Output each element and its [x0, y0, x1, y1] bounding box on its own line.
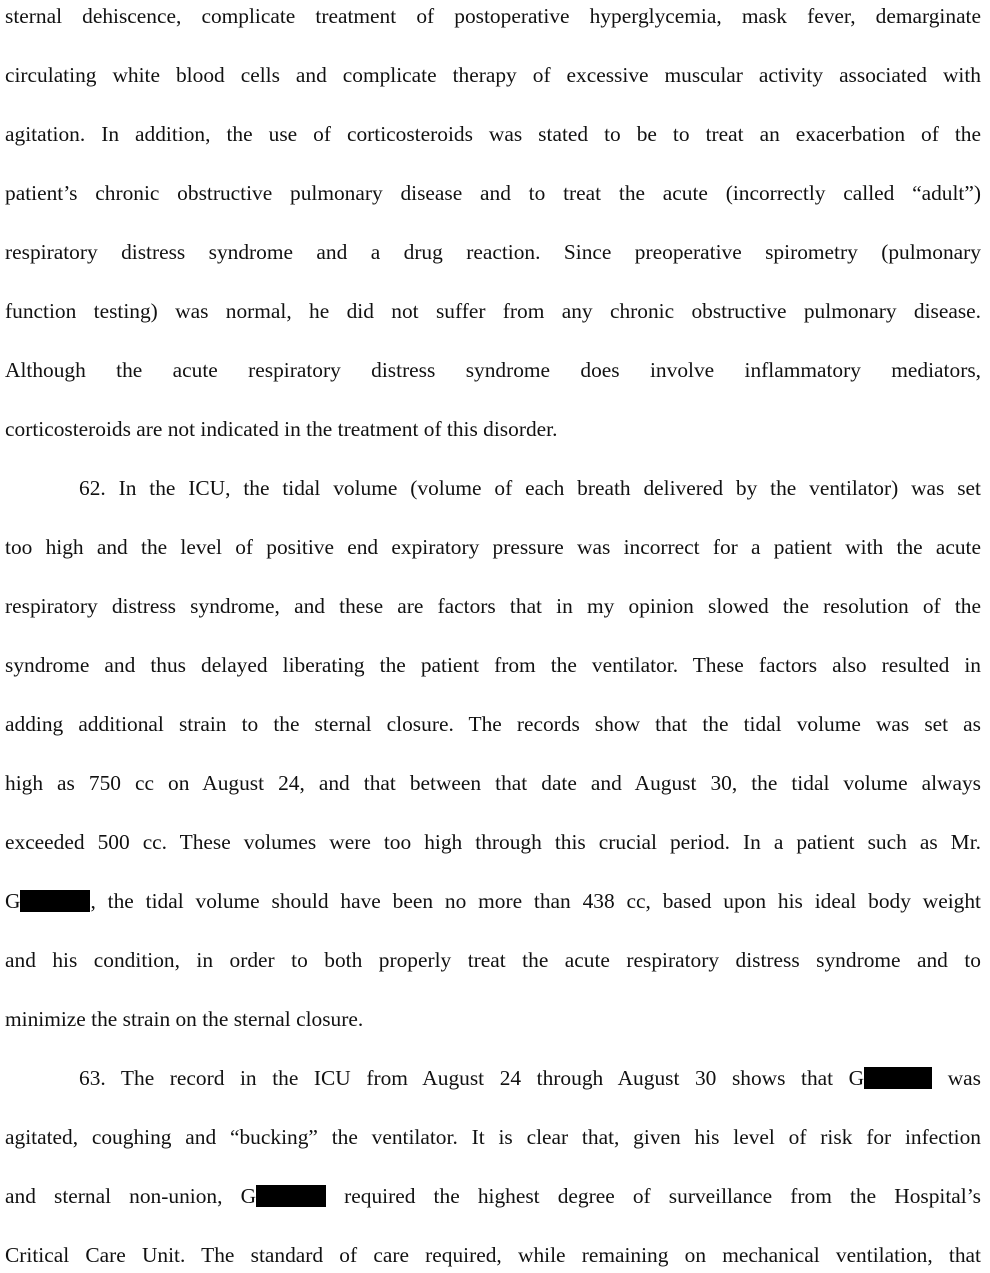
text-line — [5, 709, 981, 739]
text-segment: respiratory distress syndrome, and these are factors that in my opinion slowed the resolution of the — [5, 594, 981, 618]
text-segment: sternal dehiscence, complicate treatment of postoperative hyperglycemia, mask fever, demarginate — [5, 4, 981, 28]
text-segment: exceeded 500 cc. These volumes were too high through this crucial period. In a patient such as Mr. — [5, 830, 981, 854]
text-segment: syndrome and thus delayed liberating the patient from the ventilator. These factors also resulted in — [5, 653, 981, 677]
text-line — [5, 178, 981, 208]
text-line — [5, 1004, 981, 1034]
redaction-box — [20, 890, 90, 912]
text-line — [5, 1181, 981, 1211]
text-line — [5, 1, 981, 31]
text-line — [5, 296, 981, 326]
text-line — [5, 591, 981, 621]
text-segment: high as 750 cc on August 24, and that between that date and August 30, the tidal volume always — [5, 771, 981, 795]
document-page — [5, 0, 981, 1273]
text-segment: too high and the level of positive end expiratory pressure was incorrect for a patient with the acute — [5, 535, 981, 559]
text-segment: and sternal non-union, G — [5, 1184, 257, 1208]
text-line — [5, 945, 981, 975]
redaction-box — [864, 1067, 932, 1089]
text-segment: agitated, coughing and “bucking” the ventilator. It is clear that, given his level of risk for infection — [5, 1125, 981, 1149]
text-line — [5, 119, 981, 149]
text-line — [5, 414, 981, 444]
text-segment: 62. In the ICU, the tidal volume (volume of each breath delivered by the ventilator) was set — [79, 476, 981, 500]
text-line — [5, 768, 981, 798]
text-segment: 63. The record in the ICU from August 24 through August 30 shows that G — [79, 1066, 865, 1090]
text-line — [5, 650, 981, 680]
text-segment: circulating white blood cells and complicate therapy of excessive muscular activity associated with — [5, 63, 981, 87]
paragraph-63-first-line — [5, 1063, 981, 1093]
text-segment: respiratory distress syndrome and a drug reaction. Since preoperative spirometry (pulmonary — [5, 240, 981, 264]
text-line — [5, 827, 981, 857]
text-segment: agitation. In addition, the use of corticosteroids was stated to be to treat an exacerbation of the — [5, 122, 981, 146]
text-line — [5, 237, 981, 267]
text-segment: corticosteroids are not indicated in the treatment of this disorder. — [5, 417, 558, 441]
text-line — [5, 60, 981, 90]
text-segment: G — [5, 889, 21, 913]
redaction-box — [256, 1185, 326, 1207]
paragraph-62-first-line — [5, 473, 981, 503]
text-segment: minimize the strain on the sternal closure. — [5, 1007, 364, 1031]
text-segment: patient’s chronic obstructive pulmonary disease and to treat the acute (incorrectly called “adult”) — [5, 181, 981, 205]
text-segment: Critical Care Unit. The standard of care required, while remaining on mechanical ventilation, that — [5, 1243, 981, 1267]
text-line — [5, 355, 981, 385]
text-segment: function testing) was normal, he did not suffer from any chronic obstructive pulmonary disease. — [5, 299, 981, 323]
text-line — [5, 886, 981, 916]
text-segment: required the highest degree of surveillance from the Hospital’s — [326, 1184, 981, 1208]
text-segment: , the tidal volume should have been no more than 438 cc, based upon his ideal body weight — [90, 889, 981, 913]
text-segment: Although the acute respiratory distress syndrome does involve inflammatory mediators, — [5, 358, 981, 382]
text-line — [5, 1240, 981, 1270]
text-line — [5, 1122, 981, 1152]
text-segment: was — [932, 1066, 981, 1090]
text-segment: adding additional strain to the sternal closure. The records show that the tidal volume was set as — [5, 712, 981, 736]
text-segment: and his condition, in order to both properly treat the acute respiratory distress syndrome and to — [5, 948, 981, 972]
text-line — [5, 532, 981, 562]
